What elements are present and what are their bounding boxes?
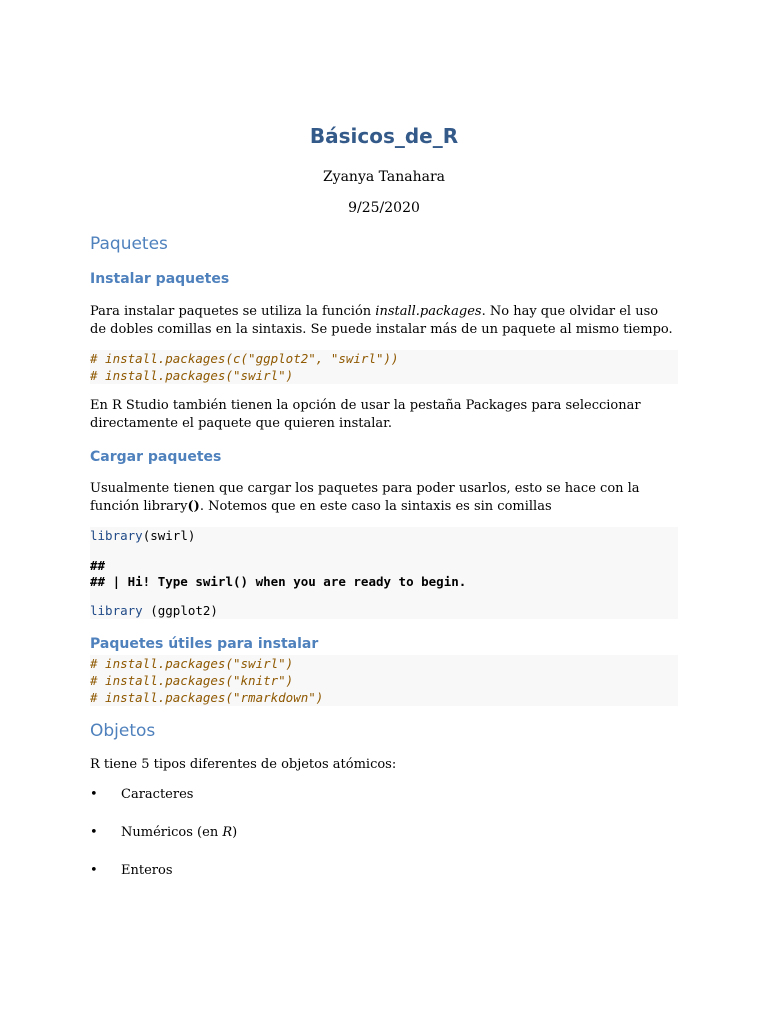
bullet-icon: • xyxy=(90,787,98,802)
code-line: # install.packages("rmarkdown") xyxy=(90,690,324,705)
document-author: Zyanya Tanahara xyxy=(322,169,446,185)
paragraph-cargar-parentheses: () xyxy=(187,499,200,514)
paragraph-instalar-text-1: Para instalar paquetes se utiliza la función xyxy=(90,304,376,319)
code-block-instalar xyxy=(90,350,678,384)
code-function-library: library xyxy=(90,603,143,618)
bullet-icon: • xyxy=(90,863,98,878)
paragraph-cargar-text-2: . Notemos que en este caso la sintaxis es sin comillas xyxy=(199,499,552,514)
code-block-cargar xyxy=(90,527,678,619)
paragraph-objetos-intro: R tiene 5 tipos diferentes de objetos atómicos: xyxy=(90,757,397,772)
output-line: ## xyxy=(90,558,106,573)
bullet-icon: • xyxy=(90,825,98,840)
code-line: # install.packages("swirl") xyxy=(90,368,294,383)
heading-instalar-paquetes: Instalar paquetes xyxy=(90,271,230,287)
list-item xyxy=(90,824,237,842)
code-line: # install.packages("swirl") xyxy=(90,656,294,671)
list-item-text: Caracteres xyxy=(121,787,194,802)
heading-objetos: Objetos xyxy=(90,721,156,741)
math-symbol-r: R xyxy=(222,825,233,840)
code-block-utiles xyxy=(90,655,678,706)
heading-cargar-paquetes: Cargar paquetes xyxy=(90,449,222,465)
document-date: 9/25/2020 xyxy=(348,200,420,216)
document-title: Básicos_de_R xyxy=(309,124,459,148)
code-argument: (swirl) xyxy=(142,528,196,543)
heading-paquetes-utiles: Paquetes útiles para instalar xyxy=(90,636,319,652)
code-function-library: library xyxy=(90,528,143,543)
paragraph-instalar xyxy=(90,303,678,339)
paragraph-instalar-function-name: install.packages xyxy=(375,304,482,319)
paragraph-rstudio: En R Studio también tienen la opción de usar la pestaña Packages para seleccionar directamente el paquete que quieren instalar. xyxy=(90,398,641,431)
list-item-text-end: ) xyxy=(232,825,238,840)
paragraph-instalar-text-2: . No hay que olvidar el uso de dobles comillas en la sintaxis. Se puede instalar más de un paquete al mismo tiempo. xyxy=(90,304,673,337)
output-line: ## | Hi! Type swirl() when you are ready to begin. xyxy=(90,574,467,589)
code-line-library-swirl xyxy=(90,527,195,544)
list-item-text: Enteros xyxy=(121,863,173,878)
code-line: # install.packages("knitr") xyxy=(90,673,294,688)
list-item xyxy=(90,862,173,880)
code-line-library-ggplot2 xyxy=(90,602,218,619)
paragraph-cargar-text-1: Usualmente tienen que cargar los paquetes para poder usarlos, esto se hace con la función library xyxy=(90,481,640,514)
paragraph-cargar xyxy=(90,480,678,516)
code-line: # install.packages(c("ggplot2", "swirl")) xyxy=(90,351,399,366)
list-item xyxy=(90,786,193,804)
code-argument: (ggplot2) xyxy=(142,603,218,618)
heading-paquetes: Paquetes xyxy=(90,234,168,254)
list-item-text: Numéricos (en xyxy=(121,825,223,840)
